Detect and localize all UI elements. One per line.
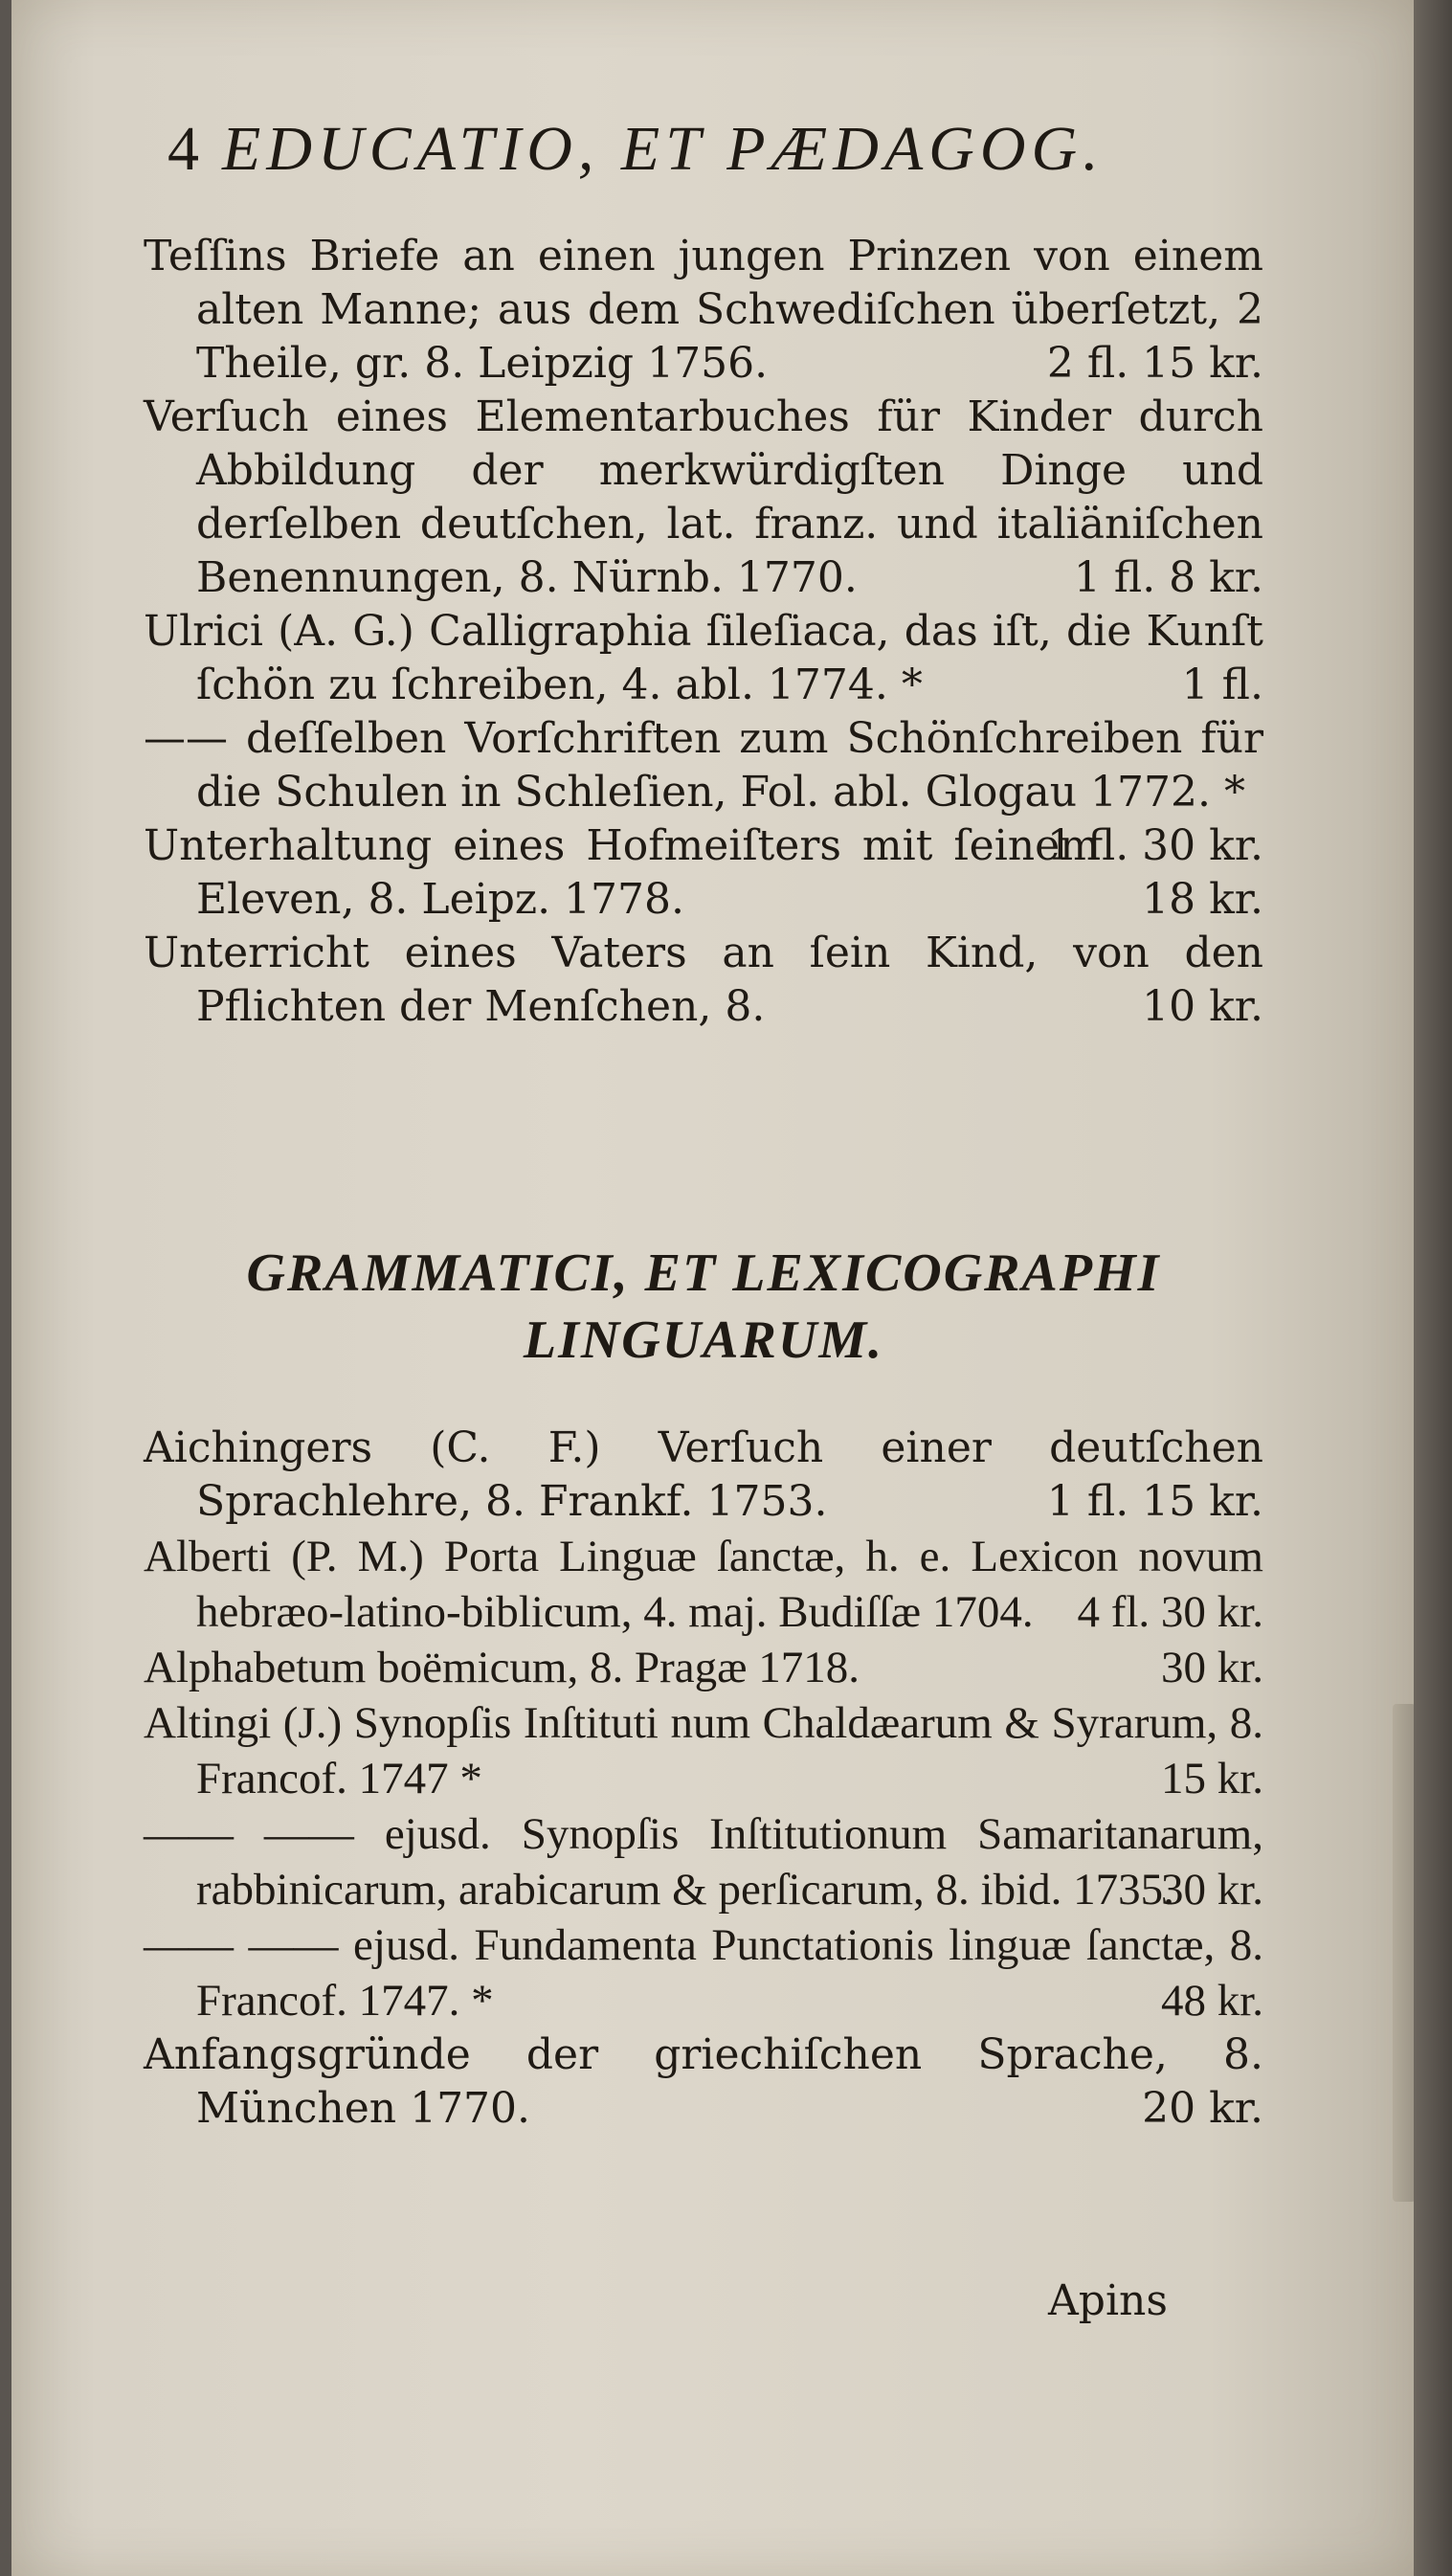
entry-price: 20 kr. bbox=[1142, 2084, 1263, 2133]
binding-edge bbox=[1393, 1704, 1416, 2202]
catalog-entry bbox=[144, 819, 1263, 927]
entry-price: 1 fl. 30 kr. bbox=[1046, 821, 1263, 870]
catchword: Apins bbox=[1048, 2276, 1168, 2325]
entry-price: 15 kr. bbox=[1160, 1754, 1263, 1803]
entry-text: Unterhaltung eines Hofmeiſters mit ſeinem Eleven, 8. Leipz. 1778. bbox=[144, 821, 1100, 924]
entries-grammatici bbox=[144, 1422, 1263, 2136]
catalog-entry bbox=[144, 1806, 1263, 1917]
entry-price: 4 fl. 30 kr. bbox=[1077, 1587, 1263, 1637]
entry-text: —— —— ejusd. Synopſis Inſtitutionum Samaritanarum, rabbinicarum, arabicarum & perſicarum, 8. ibid. 1735. bbox=[144, 1809, 1263, 1915]
entry-price: 2 fl. 15 kr. bbox=[1046, 339, 1263, 388]
entry-text: Alphabetum boëmicum, 8. Pragæ 1718. bbox=[144, 1643, 860, 1692]
catalog-entry bbox=[144, 712, 1263, 870]
catalog-entry bbox=[144, 2028, 1263, 2136]
catalog-entry bbox=[144, 1640, 1263, 1695]
entry-price: 48 kr. bbox=[1160, 1976, 1263, 2026]
entry-text: Teſſins Briefe an einen jungen Prinzen von einem alten Manne; aus dem Schwediſchen überſetzt, 2 Theile, gr. 8. Leipzig 1756. bbox=[144, 232, 1263, 388]
entry-text: —— —— ejusd. Fundamenta Punctationis linguæ ſanctæ, 8. Francof. 1747. * bbox=[144, 1920, 1263, 2026]
entry-price: 10 kr. bbox=[1142, 982, 1263, 1031]
entry-text: Unterricht eines Vaters an ſein Kind, von den Pflichten der Menſchen, 8. bbox=[144, 929, 1263, 1031]
entries-education bbox=[144, 230, 1263, 1034]
catalog-entry bbox=[144, 230, 1263, 391]
entry-price: 30 kr. bbox=[1160, 1865, 1263, 1915]
entry-price: 30 kr. bbox=[1160, 1643, 1263, 1692]
section-heading-line2: LINGUARUM. bbox=[523, 1310, 884, 1370]
running-title: EDUCATIO, ET PÆDAGOG. bbox=[222, 114, 1105, 184]
page-number: 4 bbox=[168, 114, 205, 184]
entry-text: Aichingers (C. F.) Verſuch einer deutſchen Sprachlehre, 8. Frankf. 1753. bbox=[144, 1423, 1263, 1526]
catalog-entry bbox=[144, 927, 1263, 1034]
section-heading bbox=[144, 1240, 1263, 1374]
entry-price: 1 fl. 15 kr. bbox=[1046, 1477, 1263, 1526]
entry-text: Verſuch eines Elementarbuches für Kinder durch Abbildung der merkwürdigſten Dinge und derſelben deutſchen, lat. franz. und italiäniſchen Benennungen, 8. Nürnb. 1770. bbox=[144, 392, 1263, 602]
catalog-entry bbox=[144, 1917, 1263, 2028]
entry-price: 18 kr. bbox=[1142, 875, 1263, 924]
catalog-entry bbox=[144, 1695, 1263, 1806]
entry-text: —— deſſelben Vorſchriften zum Schönſchreiben für die Schulen in Schleſien, Fol. abl. Glogau 1772. * bbox=[144, 714, 1263, 817]
catalog-entry bbox=[144, 1529, 1263, 1640]
entry-price: 1 fl. bbox=[1181, 661, 1263, 709]
entry-text: Alberti (P. M.) Porta Linguæ ſanctæ, h. e. Lexicon novum hebræo-latino-biblicum, 4. maj. Budiſſæ 1704. bbox=[144, 1532, 1263, 1637]
catalog-entry bbox=[144, 1422, 1263, 1529]
section-heading-line1: GRAMMATICI, ET LEXICOGRAPHI bbox=[246, 1243, 1161, 1303]
entry-text: Anfangsgründe der griechiſchen Sprache, 8. München 1770. bbox=[144, 2030, 1263, 2133]
page-edge-shadow bbox=[1414, 0, 1452, 2576]
entry-price: 1 fl. 8 kr. bbox=[1073, 553, 1263, 602]
catalog-entry bbox=[144, 391, 1263, 605]
entry-text: Ulrici (A. G.) Calligraphia ſileſiaca, das iſt, die Kunſt ſchön zu ſchreiben, 4. abl. 1774. * bbox=[144, 607, 1263, 709]
catalog-entry bbox=[144, 605, 1263, 712]
running-header bbox=[168, 113, 1105, 186]
entry-text: Altingi (J.) Synopſis Inſtituti num Chaldæarum & Syrarum, 8. Francof. 1747 * bbox=[144, 1698, 1263, 1803]
